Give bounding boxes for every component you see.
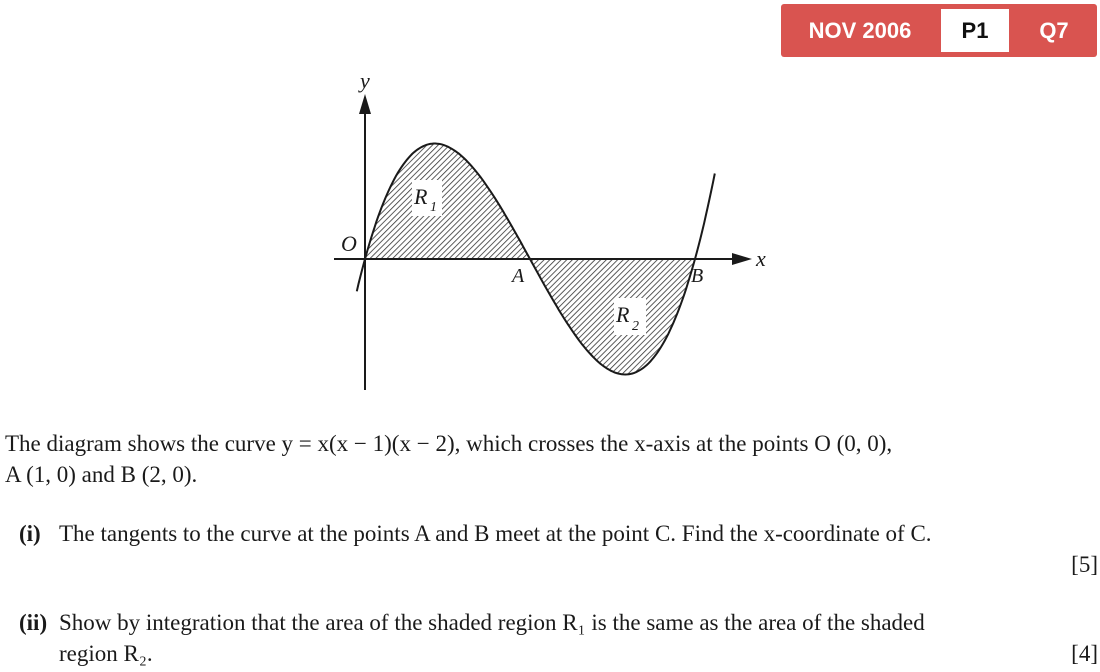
part-i-label: (i) bbox=[19, 521, 41, 546]
region-r1-subscript: 1 bbox=[430, 200, 437, 215]
point-b-label: B bbox=[691, 265, 704, 287]
question-part-ii bbox=[5, 607, 1098, 669]
part-ii-marks: [4] bbox=[1071, 641, 1098, 666]
x-axis-arrow-icon bbox=[732, 253, 752, 265]
region-r1-letter: R bbox=[414, 184, 428, 209]
part-i-marks: [5] bbox=[1071, 552, 1098, 577]
question-part-i bbox=[5, 518, 1098, 580]
part-ii-label: (ii) bbox=[19, 610, 48, 635]
stem-line-2: A (1, 0) and B (2, 0). bbox=[5, 462, 198, 487]
point-a-label: A bbox=[512, 265, 525, 287]
session-label: NOV 2006 bbox=[808, 18, 912, 43]
y-axis-arrow-icon bbox=[359, 94, 371, 114]
x-axis-label: x bbox=[756, 246, 766, 271]
part-ii-text-line-1: Show by integration that the area of the shaded region R₁ is the same as the area of the shaded bbox=[59, 610, 925, 635]
region-r2-subscript: 2 bbox=[632, 319, 639, 334]
question-number-label: Q7 bbox=[1039, 18, 1069, 43]
paper-label: P1 bbox=[941, 9, 1009, 52]
region-r1-label bbox=[412, 180, 442, 216]
y-axis-label: y bbox=[360, 68, 370, 93]
question-stem bbox=[5, 428, 1098, 490]
origin-label: O bbox=[341, 231, 357, 256]
stem-line-1: The diagram shows the curve y = x(x − 1)(x − 2), which crosses the x-axis at the points O (0, 0), bbox=[5, 431, 893, 456]
region-r2-label bbox=[614, 298, 646, 335]
shaded-region-r2 bbox=[530, 259, 695, 375]
part-ii-text-line-2: region R₂. bbox=[59, 641, 153, 666]
part-i-text: The tangents to the curve at the points A and B meet at the point C. Find the x-coordinate of C. bbox=[59, 521, 932, 546]
region-r2-letter: R bbox=[616, 302, 630, 327]
shaded-region-r1 bbox=[365, 144, 530, 260]
